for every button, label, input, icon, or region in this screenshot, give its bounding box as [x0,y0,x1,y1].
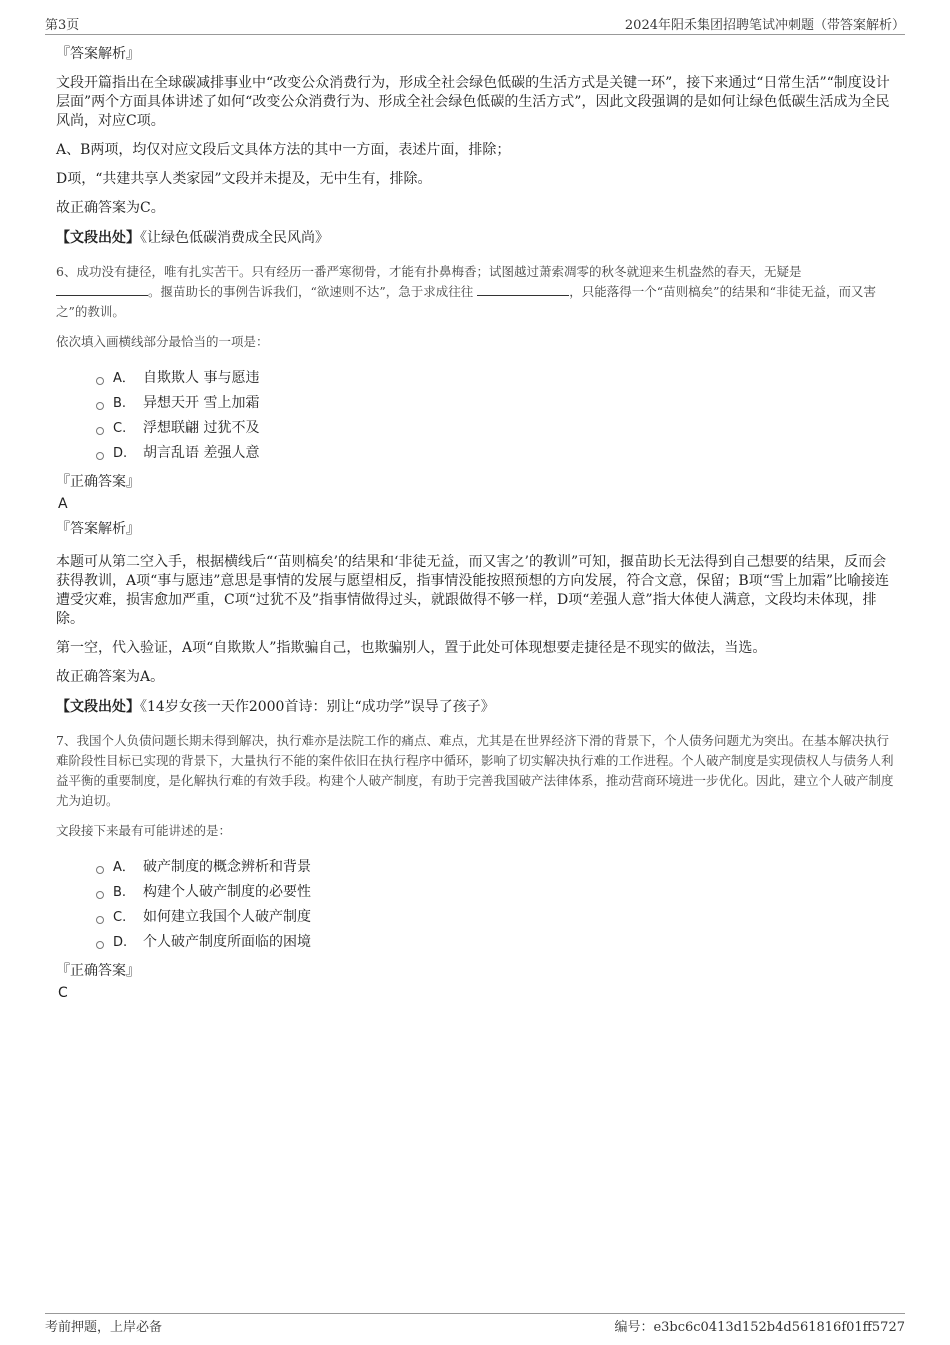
correct-answer-label: 『正确答案』 [56,474,140,490]
option-key: A． [113,860,135,875]
question-text-part: 。揠苗助长的事例告诉我们，“欲速则不达”，急于求成往往 [148,284,474,299]
source-title: 《让绿色低碳消费成全民风尚》 [140,230,329,246]
option-text: 构建个人破产制度的必要性 [143,884,311,900]
question-7-text: 7、我国个人负债问题长期未得到解决，执行难亦是法院工作的痛点、难点，尤其是在世界经济下滑的背景下，个人债务问题尤为突出。在基本解决执行难阶段性目标已实现的背景下，大量执行不能的案件依旧在执行程序中循环，影响了切实解决执行难的工作进程。个人破产制度是实现债权人与债务人利益平衡的重要制度，是化解执行难的有效手段。构建个人破产制度，有助于完善我国破产法律体系，推动营商环境进一步优化。因此，建立个人破产制度尤为迫切。 [56,733,894,808]
option-c[interactable] [96,416,896,441]
correct-answer-label: 『正确答案』 [56,963,140,979]
option-text: 胡言乱语 差强人意 [143,445,260,461]
source-title: 《14岁女孩一天作2000首诗：别让“成功学”误导了孩子》 [140,699,495,715]
fill-blank [56,282,148,296]
question-text-part: ，只能落得一个“苗则槁矣”的结果和“非徒无益，而又害之”的教训。 [56,284,876,319]
analysis-paragraph: D项，“共建共享人类家园”文段并未提及，无中生有，排除。 [56,171,432,187]
correct-answer: C [58,985,68,1001]
question-text-part: 6、成功没有捷径，唯有扎实苦干。只有经历一番严寒彻骨，才能有扑鼻梅香；试图越过萧索凋零的秋冬就迎来生机盎然的春天，无疑是 [56,264,802,279]
option-key: D. [113,935,128,950]
analysis-paragraph: 文段开篇指出在全球碳减排事业中“改变公众消费行为，形成全社会绿色低碳的生活方式是关键一环”，接下来通过“日常生活”“制度设计层面”两个方面具体讲述了如何“改变公众消费行为、形成全社会绿色低碳的生活方式”，因此文段强调的是如何让绿色低碳生活成为全民风尚，对应C项。 [56,75,890,129]
question-7-options [96,855,896,955]
page-number: 第3页 [45,18,80,33]
fill-blank [477,282,569,296]
radio-icon[interactable] [96,891,104,899]
radio-icon[interactable] [96,941,104,949]
analysis-paragraph: A、B两项，均仅对应文段后文具体方法的其中一方面，表述片面，排除； [56,142,511,158]
question-7-prompt: 文段接下来最有可能讲述的是： [56,823,232,838]
option-a[interactable] [96,366,896,391]
source-label: 【文段出处】 [56,699,140,715]
option-d[interactable] [96,930,896,955]
correct-answer: A [58,496,68,512]
question-6-text [56,262,896,322]
page-content [56,44,896,1008]
analysis-paragraph: 故正确答案为A。 [56,669,165,685]
analysis-label: 『答案解析』 [56,46,140,62]
source-label: 【文段出处】 [56,230,140,246]
radio-icon[interactable] [96,866,104,874]
option-text: 个人破产制度所面临的困境 [143,934,311,950]
radio-icon[interactable] [96,427,104,435]
option-key: C. [113,421,127,436]
option-key: C. [113,910,127,925]
source-line [56,697,896,717]
option-key: A． [113,371,135,386]
option-text: 自欺欺人 事与愿违 [143,370,260,386]
radio-icon[interactable] [96,402,104,410]
option-key: B. [113,396,127,411]
option-text: 浮想联翩 过犹不及 [143,420,260,436]
question-6-options [96,366,896,466]
source-line [56,228,896,248]
page-header [45,14,905,35]
option-d[interactable] [96,441,896,466]
analysis-paragraph: 第一空，代入验证，A项“自欺欺人”指欺骗自己，也欺骗别人，置于此处可体现想要走捷径是不现实的做法，当选。 [56,640,767,656]
option-text: 如何建立我国个人破产制度 [143,909,311,925]
option-b[interactable] [96,880,896,905]
radio-icon[interactable] [96,377,104,385]
option-c[interactable] [96,905,896,930]
option-a[interactable] [96,855,896,880]
option-text: 破产制度的概念辨析和背景 [143,859,311,875]
document-id: 编号：e3bc6c0413d152b4d561816f01ff5727 [614,1320,905,1335]
page-footer [45,1313,905,1336]
analysis-label: 『答案解析』 [56,521,140,537]
radio-icon[interactable] [96,916,104,924]
document-title: 2024年阳禾集团招聘笔试冲刺题（带答案解析） [624,18,905,33]
option-key: B. [113,885,127,900]
analysis-paragraph: 本题可从第二空入手，根据横线后“‘苗则槁矣’的结果和‘非徒无益，而又害之’的教训”可知，揠苗助长无法得到自己想要的结果，反而会获得教训，A项“事与愿违”意思是事情的发展与愿望相反，指事情没能按照预想的方向发展，符合文意，保留；B项“雪上加霜”比喻接连遭受灾难，损害愈加严重，C项“过犹不及”指事情做得过头，就跟做得不够一样，D项“差强人意”指大体使人满意，文段均未体现，排除。 [56,554,890,627]
option-key: D. [113,446,128,461]
footer-slogan: 考前押题，上岸必备 [45,1320,163,1335]
option-b[interactable] [96,391,896,416]
option-text: 异想天开 雪上加霜 [143,395,260,411]
analysis-paragraph: 故正确答案为C。 [56,200,165,216]
radio-icon[interactable] [96,452,104,460]
question-6-prompt: 依次填入画横线部分最恰当的一项是： [56,334,269,349]
